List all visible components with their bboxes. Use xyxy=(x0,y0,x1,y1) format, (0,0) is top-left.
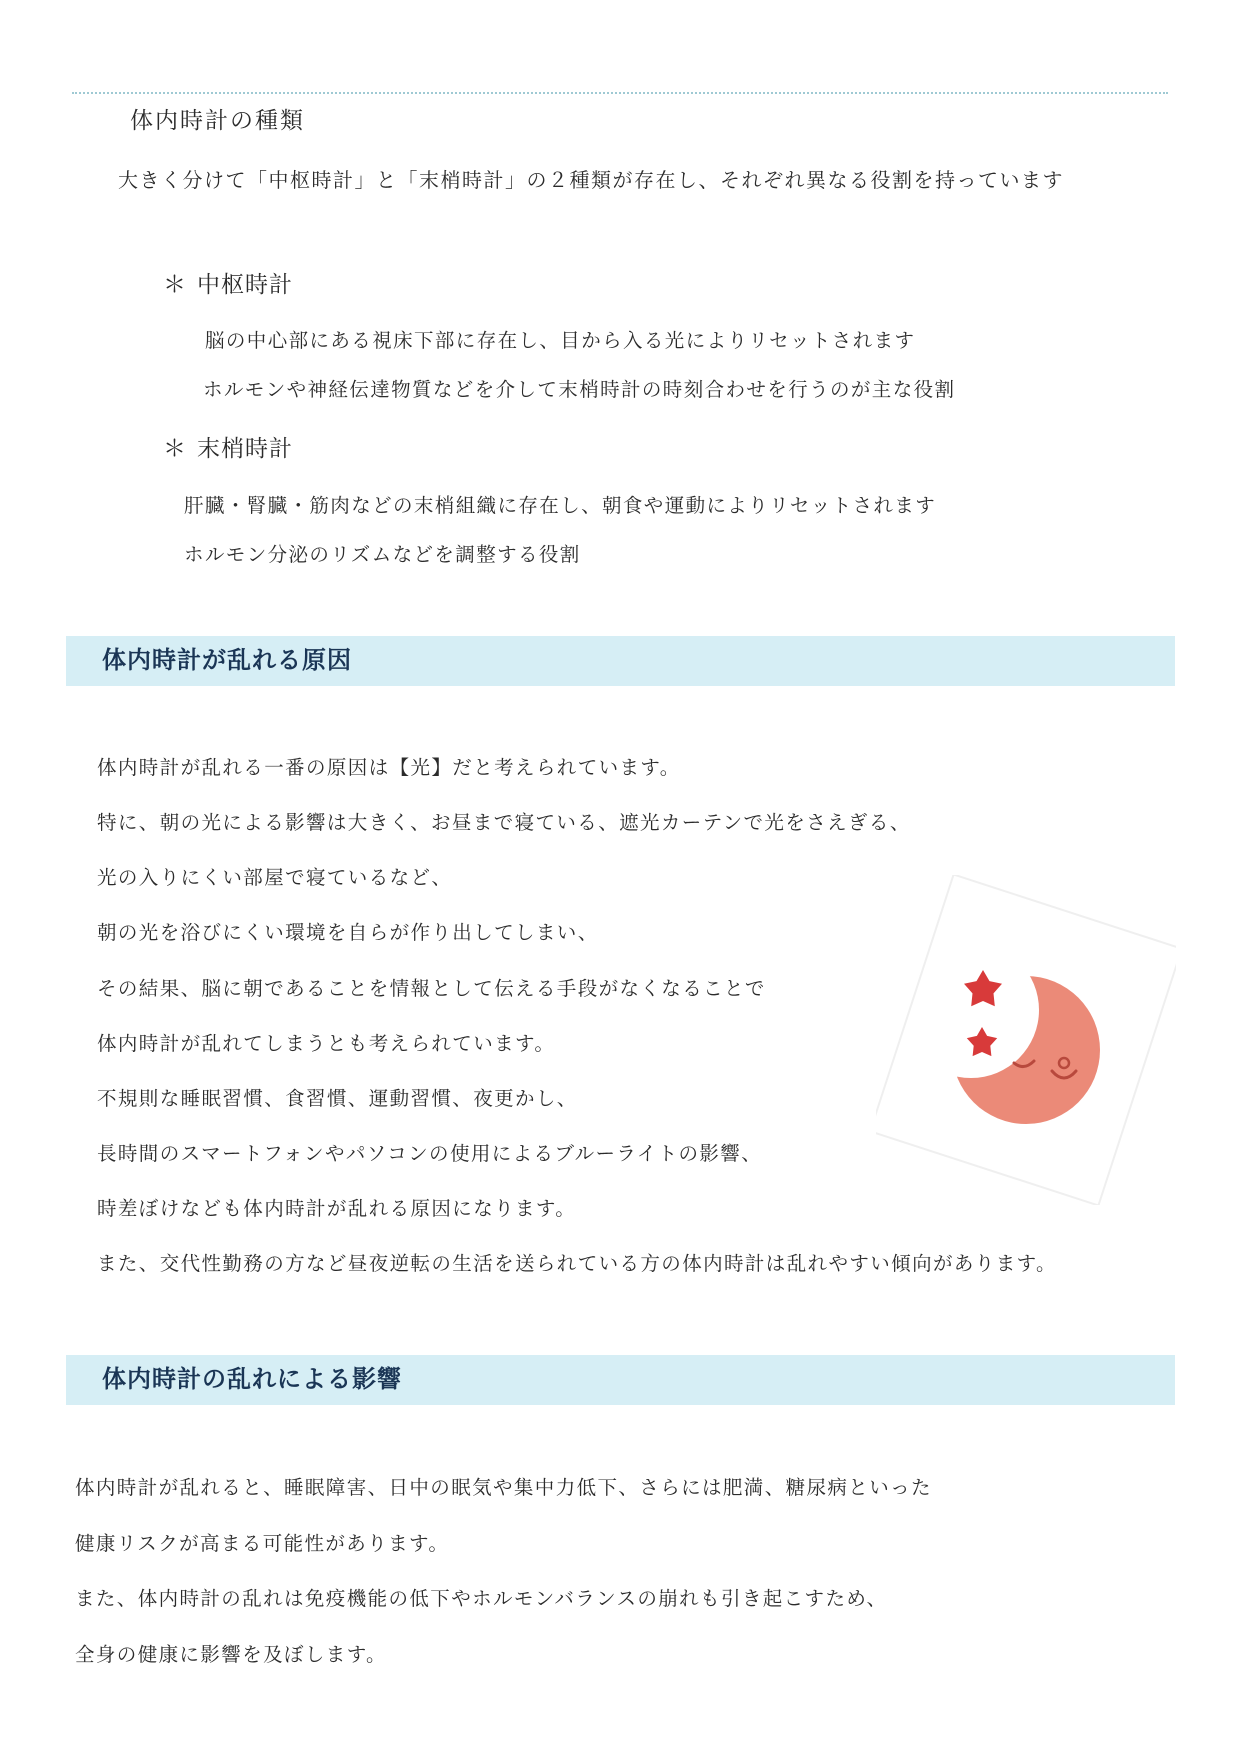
peripheral-clock-line: 肝臓・腎臓・筋肉などの末梢組織に存在し、朝食や運動によりリセットされます xyxy=(184,494,937,517)
peripheral-clock-label: 末梢時計 xyxy=(197,436,293,462)
effects-line: 体内時計が乱れると、睡眠障害、日中の眠気や集中力低下、さらには肥満、糖尿病といった xyxy=(75,1476,932,1499)
central-clock-line: 脳の中心部にある視床下部に存在し、目から入る光によりリセットされます xyxy=(205,329,916,352)
causes-line: 光の入りにくい部屋で寝ているなど、 xyxy=(97,866,453,889)
causes-line: 不規則な睡眠習慣、食習慣、運動習慣、夜更かし、 xyxy=(97,1087,578,1110)
top-dotted-rule xyxy=(72,92,1168,94)
bullet-asterisk-icon: ＊ xyxy=(163,272,187,298)
peripheral-clock-heading xyxy=(163,430,293,463)
types-intro: 大きく分けて「中枢時計」と「末梢時計」の２種類が存在し、それぞれ異なる役割を持っています xyxy=(118,168,1064,192)
causes-line: 時差ぼけなども体内時計が乱れる原因になります。 xyxy=(97,1197,577,1220)
sleeping-moon-icon xyxy=(876,875,1176,1205)
causes-line: 朝の光を浴びにくい環境を自らが作り出してしまい、 xyxy=(97,921,599,944)
effects-section-header xyxy=(66,1355,1175,1405)
sleeping-moon-illustration xyxy=(876,875,1176,1205)
types-title: 体内時計の種類 xyxy=(130,108,305,134)
causes-line: その結果、脳に朝であることを情報として伝える手段がなくなることで xyxy=(97,977,766,1000)
effects-section-title: 体内時計の乱れによる影響 xyxy=(102,1365,402,1393)
peripheral-clock-line: ホルモン分泌のリズムなどを調整する役割 xyxy=(184,543,581,566)
causes-section-header xyxy=(66,636,1175,686)
effects-line: 全身の健康に影響を及ぼします。 xyxy=(75,1643,387,1666)
central-clock-heading xyxy=(163,266,293,299)
causes-line: 特に、朝の光による影響は大きく、お昼まで寝ている、遮光カーテンで光をさえぎる、 xyxy=(97,811,911,834)
causes-line: 体内時計が乱れる一番の原因は【光】だと考えられています。 xyxy=(97,756,681,779)
effects-line: また、体内時計の乱れは免疫機能の低下やホルモンバランスの崩れも引き起こすため、 xyxy=(75,1587,888,1610)
central-clock-line: ホルモンや神経伝達物質などを介して末梢時計の時刻合わせを行うのが主な役割 xyxy=(203,378,956,401)
central-clock-label: 中枢時計 xyxy=(197,272,293,298)
causes-line: 体内時計が乱れてしまうとも考えられています。 xyxy=(97,1032,556,1055)
effects-line: 健康リスクが高まる可能性があります。 xyxy=(75,1532,450,1555)
causes-line: また、交代性勤務の方など昼夜逆転の生活を送られている方の体内時計は乱れやすい傾向があります。 xyxy=(97,1252,1057,1275)
causes-line: 長時間のスマートフォンやパソコンの使用によるブルーライトの影響、 xyxy=(97,1142,763,1165)
causes-section-title: 体内時計が乱れる原因 xyxy=(102,646,352,674)
bullet-asterisk-icon: ＊ xyxy=(163,436,187,462)
